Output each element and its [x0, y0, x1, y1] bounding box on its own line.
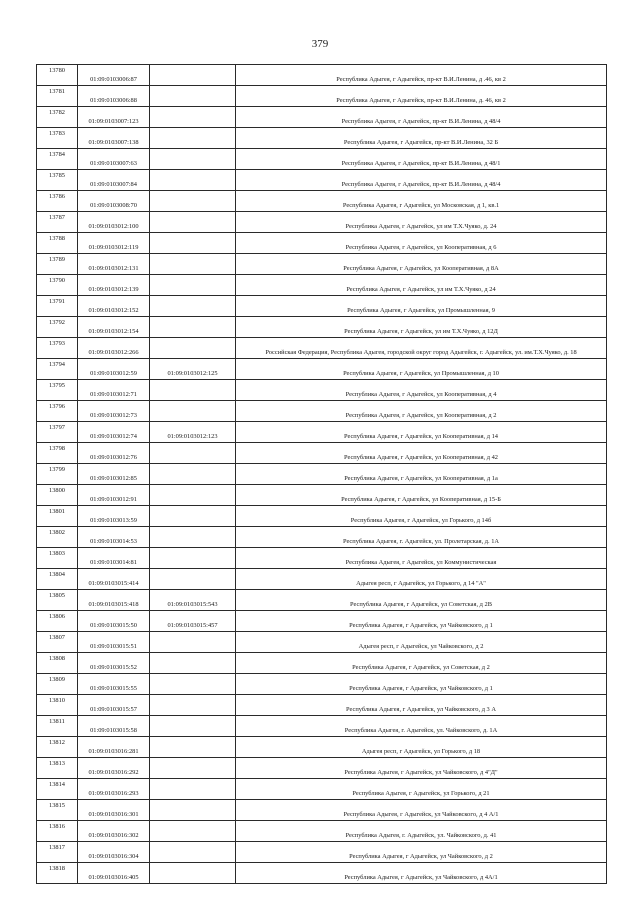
row-number-cell: 13813: [37, 758, 78, 779]
row-number-cell: 13799: [37, 464, 78, 485]
cadastral-number-cell: 01:09:0103012:85: [78, 464, 150, 485]
row-number-cell: 13814: [37, 779, 78, 800]
table-row: [37, 86, 607, 107]
parent-cadastral-number-cell: [150, 863, 236, 884]
address-cell: Республика Адыгея, г Адыгейск, ул Чайковского, д 1: [236, 611, 607, 632]
table-row: [37, 527, 607, 548]
row-number-cell: 13817: [37, 842, 78, 863]
parent-cadastral-number-cell: [150, 128, 236, 149]
parent-cadastral-number-cell: [150, 149, 236, 170]
row-number-cell: 13787: [37, 212, 78, 233]
address-cell: Республика Адыгея, г Адыгейск, ул Горького, д 21: [236, 779, 607, 800]
address-cell: Республика Адыгея, г. Адыгейск, ул. Пролетарская, д. 1А: [236, 527, 607, 548]
table-row: [37, 863, 607, 884]
cadastral-number-cell: 01:09:0103012:71: [78, 380, 150, 401]
cadastral-number-cell: 01:09:0103012:266: [78, 338, 150, 359]
address-cell: Адыгея респ, г Адыгейск, ул Горького, д 14 "А": [236, 569, 607, 590]
row-number-cell: 13788: [37, 233, 78, 254]
table-row: [37, 779, 607, 800]
table-row: [37, 842, 607, 863]
parent-cadastral-number-cell: [150, 338, 236, 359]
parent-cadastral-number-cell: [150, 317, 236, 338]
cadastral-number-cell: 01:09:0103012:76: [78, 443, 150, 464]
address-cell: Российская Федерация, Республика Адыгея, городской округ город Адыгейск, г. Адыгейск, ул. им.Т.Х.Чуяко, д. 18: [236, 338, 607, 359]
address-cell: Республика Адыгея, г Адыгейск, пр-кт В.И.Ленина, д 48/1: [236, 149, 607, 170]
parent-cadastral-number-cell: [150, 632, 236, 653]
row-number-cell: 13818: [37, 863, 78, 884]
parent-cadastral-number-cell: [150, 695, 236, 716]
parent-cadastral-number-cell: [150, 737, 236, 758]
cadastral-number-cell: 01:09:0103014:53: [78, 527, 150, 548]
table-row: [37, 65, 607, 86]
address-cell: Республика Адыгея, г Адыгейск, ул Промышленная, д 10: [236, 359, 607, 380]
address-cell: Республика Адыгея, г Адыгейск, ул Кооперативная, д 6: [236, 233, 607, 254]
cadastral-number-cell: 01:09:0103016:302: [78, 821, 150, 842]
address-cell: Республика Адыгея, г Адыгейск, пр-кт В.И.Ленина, д 48/4: [236, 107, 607, 128]
parent-cadastral-number-cell: [150, 401, 236, 422]
row-number-cell: 13808: [37, 653, 78, 674]
address-cell: Республика Адыгея, г Адыгейск, ул Кооперативная, д 8А: [236, 254, 607, 275]
address-cell: Республика Адыгея, г Адыгейск, ул Советская, д 2В: [236, 590, 607, 611]
parent-cadastral-number-cell: [150, 506, 236, 527]
property-registry-table: [36, 64, 607, 884]
parent-cadastral-number-cell: [150, 569, 236, 590]
address-cell: Республика Адыгея, г Адыгейск, ул Горького, д 14б: [236, 506, 607, 527]
table-row: [37, 401, 607, 422]
cadastral-number-cell: 01:09:0103007:123: [78, 107, 150, 128]
parent-cadastral-number-cell: 01:09:0103015:457: [150, 611, 236, 632]
parent-cadastral-number-cell: [150, 275, 236, 296]
table-row: [37, 233, 607, 254]
parent-cadastral-number-cell: [150, 779, 236, 800]
address-cell: Республика Адыгея, г Адыгейск, ул Московская, д 1, кв.1: [236, 191, 607, 212]
cadastral-number-cell: 01:09:0103012:119: [78, 233, 150, 254]
address-cell: Республика Адыгея, г Адыгейск, ул Чайковского, д 4 А/1: [236, 800, 607, 821]
row-number-cell: 13809: [37, 674, 78, 695]
table-row: [37, 485, 607, 506]
address-cell: Республика Адыгея, г Адыгейск, ул Кооперативная, д 42: [236, 443, 607, 464]
table-row: [37, 422, 607, 443]
table-row: [37, 653, 607, 674]
table-row: [37, 443, 607, 464]
row-number-cell: 13783: [37, 128, 78, 149]
address-cell: Республика Адыгея, г Адыгейск, ул Чайковского, д 2: [236, 842, 607, 863]
table-row: [37, 296, 607, 317]
cadastral-number-cell: 01:09:0103012:100: [78, 212, 150, 233]
table-row: [37, 548, 607, 569]
cadastral-number-cell: 01:09:0103012:139: [78, 275, 150, 296]
address-cell: Республика Адыгея, г Адыгейск, пр-кт В.И.Ленина, д 48/4: [236, 170, 607, 191]
address-cell: Республика Адыгея, г Адыгейск, ул им Т.Х.Чуяко, д 24: [236, 275, 607, 296]
table-row: [37, 695, 607, 716]
parent-cadastral-number-cell: [150, 842, 236, 863]
parent-cadastral-number-cell: [150, 380, 236, 401]
address-cell: Республика Адыгея, г Адыгейск, ул Кооперативная, д 14: [236, 422, 607, 443]
address-cell: Республика Адыгея, г Адыгейск, ул Кооперативная, д 2: [236, 401, 607, 422]
address-cell: Республика Адыгея, г. Адыгейск, ул. Чайковского, д. 41: [236, 821, 607, 842]
table-row: [37, 107, 607, 128]
cadastral-number-cell: 01:09:0103015:50: [78, 611, 150, 632]
row-number-cell: 13795: [37, 380, 78, 401]
cadastral-number-cell: 01:09:0103006:88: [78, 86, 150, 107]
row-number-cell: 13786: [37, 191, 78, 212]
parent-cadastral-number-cell: [150, 527, 236, 548]
table-row: [37, 254, 607, 275]
parent-cadastral-number-cell: [150, 170, 236, 191]
address-cell: Республика Адыгея, г Адыгейск, ул Чайковского, д 1: [236, 674, 607, 695]
row-number-cell: 13802: [37, 527, 78, 548]
cadastral-number-cell: 01:09:0103015:414: [78, 569, 150, 590]
parent-cadastral-number-cell: [150, 653, 236, 674]
row-number-cell: 13815: [37, 800, 78, 821]
address-cell: Республика Адыгея, г Адыгейск, пр-кт В.И.Ленина, д .46, кв 2: [236, 65, 607, 86]
parent-cadastral-number-cell: [150, 65, 236, 86]
row-number-cell: 13792: [37, 317, 78, 338]
parent-cadastral-number-cell: [150, 443, 236, 464]
table-row: [37, 821, 607, 842]
cadastral-number-cell: 01:09:0103016:405: [78, 863, 150, 884]
cadastral-number-cell: 01:09:0103015:58: [78, 716, 150, 737]
row-number-cell: 13780: [37, 65, 78, 86]
address-cell: Республика Адыгея, г Адыгейск, ул Кооперативная, д 1а: [236, 464, 607, 485]
parent-cadastral-number-cell: [150, 212, 236, 233]
cadastral-number-cell: 01:09:0103012:74: [78, 422, 150, 443]
table-row: [37, 800, 607, 821]
address-cell: Республика Адыгея, г Адыгейск, ул Промышленная, 9: [236, 296, 607, 317]
parent-cadastral-number-cell: 01:09:0103012:123: [150, 422, 236, 443]
address-cell: Республика Адыгея, г Адыгейск, пр-кт В.И.Ленина, 32 Б: [236, 128, 607, 149]
cadastral-number-cell: 01:09:0103016:301: [78, 800, 150, 821]
row-number-cell: 13793: [37, 338, 78, 359]
parent-cadastral-number-cell: [150, 254, 236, 275]
cadastral-number-cell: 01:09:0103012:131: [78, 254, 150, 275]
row-number-cell: 13807: [37, 632, 78, 653]
cadastral-number-cell: 01:09:0103015:418: [78, 590, 150, 611]
table-row: [37, 149, 607, 170]
table-row: [37, 506, 607, 527]
parent-cadastral-number-cell: [150, 716, 236, 737]
parent-cadastral-number-cell: [150, 86, 236, 107]
cadastral-number-cell: 01:09:0103012:152: [78, 296, 150, 317]
row-number-cell: 13797: [37, 422, 78, 443]
row-number-cell: 13789: [37, 254, 78, 275]
table-row: [37, 170, 607, 191]
row-number-cell: 13785: [37, 170, 78, 191]
table-row: [37, 338, 607, 359]
parent-cadastral-number-cell: [150, 800, 236, 821]
address-cell: Адыгея респ, г Адыгейск, ул Горького, д 18: [236, 737, 607, 758]
table-row: [37, 275, 607, 296]
table-row: [37, 359, 607, 380]
row-number-cell: 13791: [37, 296, 78, 317]
cadastral-number-cell: 01:09:0103007:63: [78, 149, 150, 170]
address-cell: Республика Адыгея, г Адыгейск, ул Кооперативная, д 15-Б: [236, 485, 607, 506]
parent-cadastral-number-cell: [150, 233, 236, 254]
row-number-cell: 13781: [37, 86, 78, 107]
table-row: [37, 464, 607, 485]
parent-cadastral-number-cell: [150, 758, 236, 779]
row-number-cell: 13784: [37, 149, 78, 170]
table-row: [37, 317, 607, 338]
table-row: [37, 758, 607, 779]
address-cell: Республика Адыгея, г Адыгейск, ул Чайковского, д 4"Д": [236, 758, 607, 779]
row-number-cell: 13816: [37, 821, 78, 842]
table-row: [37, 674, 607, 695]
address-cell: Республика Адыгея, г Адыгейск, ул им Т.Х.Чуяко, д. 24: [236, 212, 607, 233]
cadastral-number-cell: 01:09:0103007:84: [78, 170, 150, 191]
address-cell: Республика Адыгея, г Адыгейск, ул Чайковского, д 3 А: [236, 695, 607, 716]
page-number: 379: [311, 38, 329, 50]
parent-cadastral-number-cell: [150, 191, 236, 212]
address-cell: Республика Адыгея, г Адыгейск, ул им Т.Х.Чуяко, д 12Д: [236, 317, 607, 338]
address-cell: Адыгея респ, г Адыгейск, ул Чайковского, д 2: [236, 632, 607, 653]
table-body: [37, 65, 607, 884]
address-cell: Республика Адыгея, г Адыгейск, ул Коммунистическая: [236, 548, 607, 569]
address-cell: Республика Адыгея, г. Адыгейск, ул. Чайковского, д. 1А: [236, 716, 607, 737]
cadastral-number-cell: 01:09:0103007:138: [78, 128, 150, 149]
parent-cadastral-number-cell: [150, 464, 236, 485]
row-number-cell: 13805: [37, 590, 78, 611]
table-row: [37, 569, 607, 590]
cadastral-number-cell: 01:09:0103015:51: [78, 632, 150, 653]
table-row: [37, 380, 607, 401]
table-row: [37, 737, 607, 758]
table-row: [37, 632, 607, 653]
table-row: [37, 590, 607, 611]
cadastral-number-cell: 01:09:0103016:293: [78, 779, 150, 800]
cadastral-number-cell: 01:09:0103015:57: [78, 695, 150, 716]
table-row: [37, 716, 607, 737]
cadastral-number-cell: 01:09:0103013:59: [78, 506, 150, 527]
parent-cadastral-number-cell: [150, 485, 236, 506]
row-number-cell: 13801: [37, 506, 78, 527]
row-number-cell: 13796: [37, 401, 78, 422]
cadastral-number-cell: 01:09:0103016:304: [78, 842, 150, 863]
address-cell: Республика Адыгея, г Адыгейск, пр-кт В.И.Ленина, д. 46, кв 2: [236, 86, 607, 107]
row-number-cell: 13811: [37, 716, 78, 737]
address-cell: Республика Адыгея, г Адыгейск, ул Советская, д 2: [236, 653, 607, 674]
cadastral-number-cell: 01:09:0103012:154: [78, 317, 150, 338]
cadastral-number-cell: 01:09:0103016:281: [78, 737, 150, 758]
address-cell: Республика Адыгея, г Адыгейск, ул Кооперативная, д 4: [236, 380, 607, 401]
row-number-cell: 13790: [37, 275, 78, 296]
row-number-cell: 13798: [37, 443, 78, 464]
table-row: [37, 128, 607, 149]
row-number-cell: 13800: [37, 485, 78, 506]
cadastral-number-cell: 01:09:0103012:91: [78, 485, 150, 506]
parent-cadastral-number-cell: [150, 107, 236, 128]
cadastral-number-cell: 01:09:0103006:87: [78, 65, 150, 86]
cadastral-number-cell: 01:09:0103012:73: [78, 401, 150, 422]
parent-cadastral-number-cell: 01:09:0103015:543: [150, 590, 236, 611]
table-row: [37, 212, 607, 233]
cadastral-number-cell: 01:09:0103012:59: [78, 359, 150, 380]
row-number-cell: 13806: [37, 611, 78, 632]
table-row: [37, 191, 607, 212]
cadastral-number-cell: 01:09:0103016:292: [78, 758, 150, 779]
address-cell: Республика Адыгея, г Адыгейск, ул Чайковского, д 4А/1: [236, 863, 607, 884]
cadastral-number-cell: 01:09:0103008:70: [78, 191, 150, 212]
cadastral-number-cell: 01:09:0103015:52: [78, 653, 150, 674]
row-number-cell: 13782: [37, 107, 78, 128]
row-number-cell: 13812: [37, 737, 78, 758]
table-row: [37, 611, 607, 632]
parent-cadastral-number-cell: 01:09:0103012:125: [150, 359, 236, 380]
parent-cadastral-number-cell: [150, 296, 236, 317]
cadastral-number-cell: 01:09:0103014:81: [78, 548, 150, 569]
row-number-cell: 13794: [37, 359, 78, 380]
parent-cadastral-number-cell: [150, 548, 236, 569]
cadastral-number-cell: 01:09:0103015:55: [78, 674, 150, 695]
row-number-cell: 13803: [37, 548, 78, 569]
row-number-cell: 13804: [37, 569, 78, 590]
parent-cadastral-number-cell: [150, 674, 236, 695]
parent-cadastral-number-cell: [150, 821, 236, 842]
row-number-cell: 13810: [37, 695, 78, 716]
